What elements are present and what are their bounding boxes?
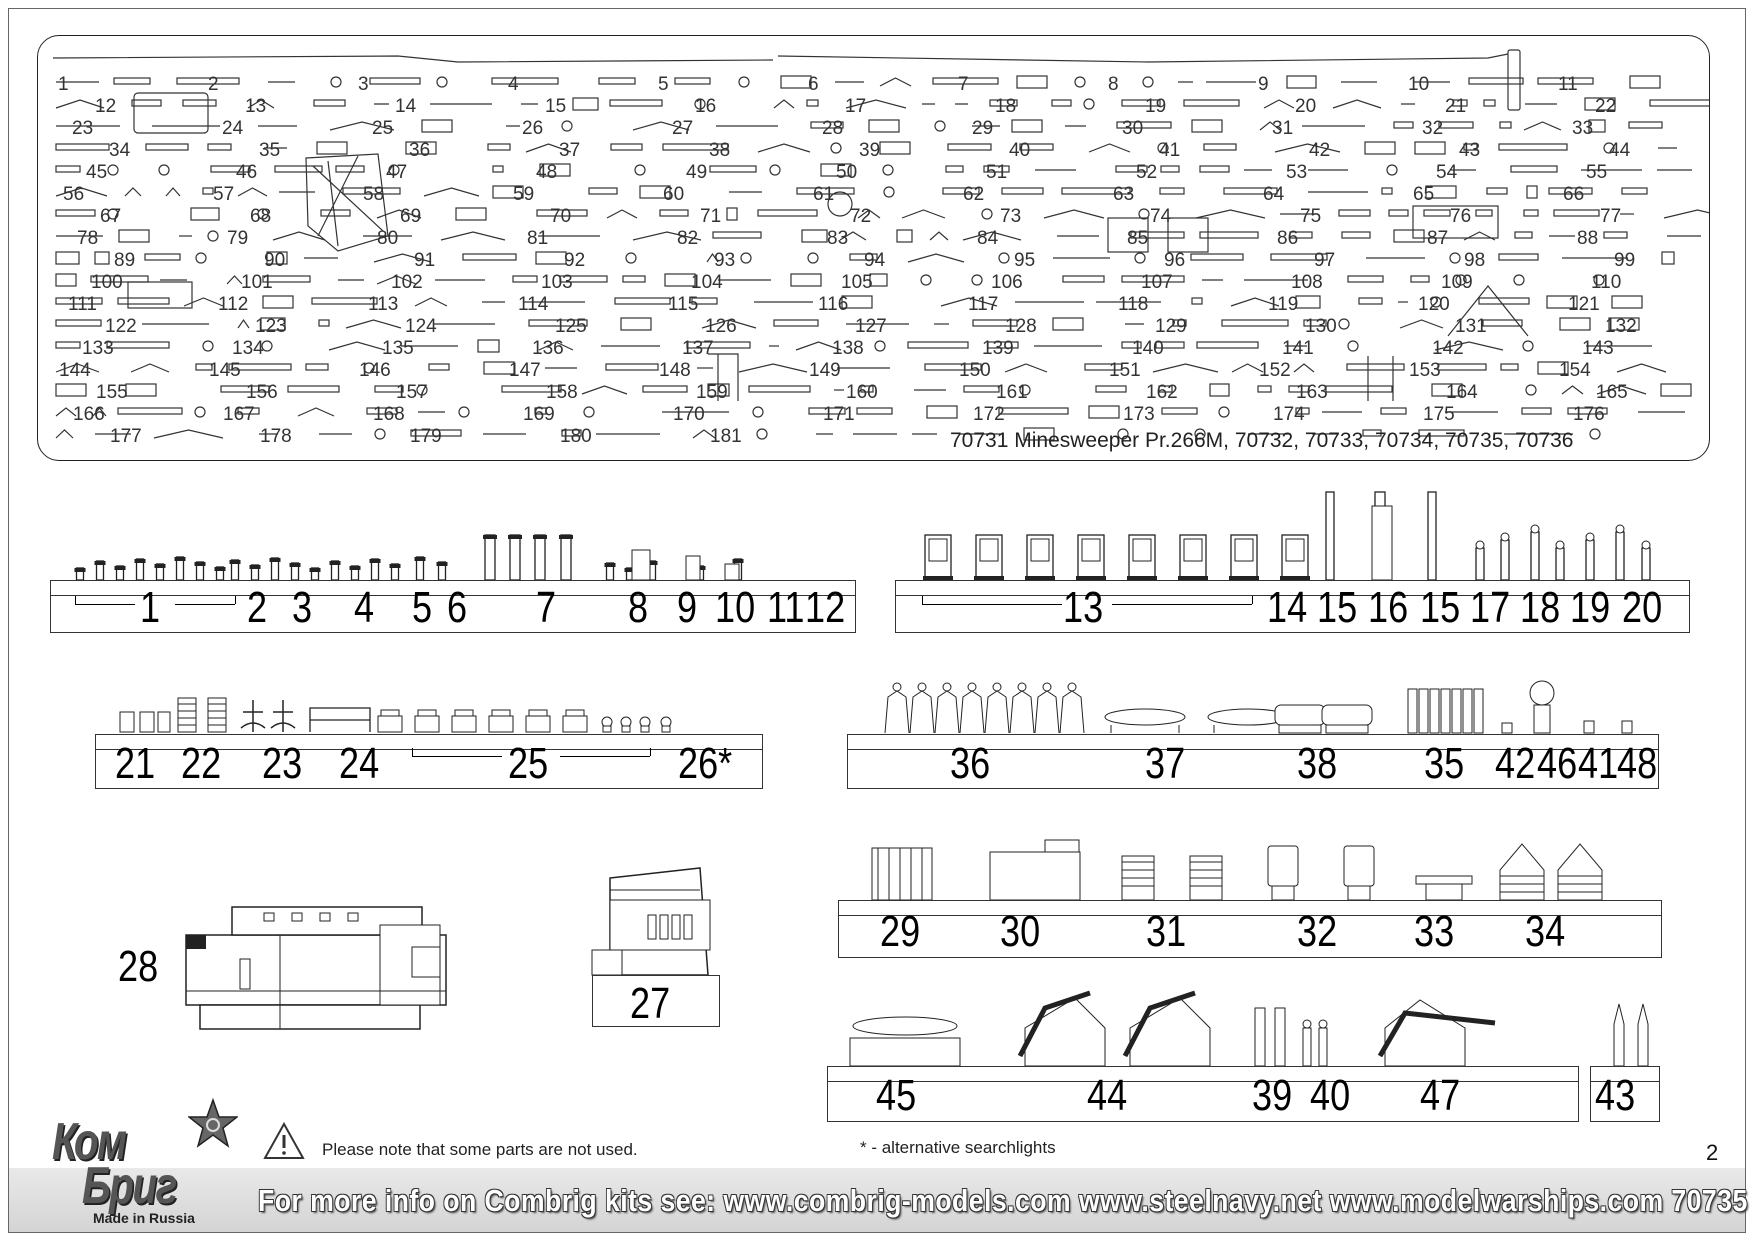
fret-part-number: 142 [1432, 338, 1464, 359]
fret-part-number: 171 [823, 404, 855, 425]
part-label-3: 3 [292, 583, 313, 632]
fret-part-number: 56 [63, 184, 85, 205]
fret-part-number: 124 [405, 316, 437, 337]
part-label-2: 2 [247, 583, 268, 632]
fret-part-number: 148 [659, 360, 691, 381]
fret-part-number: 157 [396, 382, 428, 403]
logo-line-2: Бриг [82, 1157, 176, 1215]
part-label-38: 38 [1297, 739, 1338, 788]
fret-part-number: 13 [245, 96, 267, 117]
fret-part-number: 86 [1277, 228, 1299, 249]
fret-part-number: 93 [714, 250, 736, 271]
fret-part-number: 174 [1273, 404, 1305, 425]
fret-part-number: 80 [377, 228, 399, 249]
fret-part-number: 172 [973, 404, 1005, 425]
fret-part-number: 111 [68, 294, 97, 315]
fret-part-number: 71 [700, 206, 722, 227]
fret-part-number: 47 [386, 162, 408, 183]
fret-part-number: 62 [963, 184, 985, 205]
fret-part-number: 37 [559, 140, 581, 161]
fret-part-number: 178 [260, 426, 292, 447]
resin-parts-row-3 [110, 690, 750, 735]
part-label-1: 1 [140, 583, 161, 632]
footer-info-text: For more info on Combrig kits see: www.combrig-models.com www.steelnavy.net www.modelwarships.com 70735 [258, 1183, 1748, 1218]
fret-part-number: 120 [1418, 294, 1450, 315]
fret-part-number: 146 [359, 360, 391, 381]
fret-part-number: 35 [259, 140, 281, 161]
fret-part-number: 7 [958, 74, 969, 95]
fret-part-number: 69 [400, 206, 422, 227]
fret-part-number: 149 [809, 360, 841, 381]
part-label-29: 29 [880, 907, 921, 956]
part-label-35: 35 [1424, 739, 1465, 788]
warning-triangle-icon [263, 1122, 305, 1160]
fret-part-number: 60 [663, 184, 685, 205]
fret-part-number: 126 [705, 316, 737, 337]
fret-part-number: 121 [1568, 294, 1600, 315]
part-label-22: 22 [181, 739, 222, 788]
fret-part-number: 90 [264, 250, 286, 271]
part-label-17: 17 [1470, 583, 1511, 632]
fret-part-number: 99 [1614, 250, 1636, 271]
fret-part-number: 101 [241, 272, 273, 293]
fret-part-number: 46 [236, 162, 258, 183]
superstructure-part-28 [180, 895, 480, 1030]
fret-part-number: 165 [1596, 382, 1628, 403]
combrig-logo [48, 1098, 228, 1224]
part-label-40: 40 [1310, 1071, 1351, 1120]
fret-part-number: 57 [213, 184, 235, 205]
resin-parts-row-4 [870, 675, 1660, 735]
fret-part-number: 5 [658, 74, 669, 95]
fret-part-number: 109 [1441, 272, 1473, 293]
star-icon [188, 1098, 238, 1148]
fret-part-number: 41 [1159, 140, 1181, 161]
fret-part-number: 17 [845, 96, 867, 117]
fret-part-number: 118 [1118, 294, 1149, 315]
fret-part-number: 54 [1436, 162, 1458, 183]
fret-part-number: 107 [1141, 272, 1173, 293]
fret-part-number: 113 [368, 294, 399, 315]
fret-part-number: 169 [523, 404, 555, 425]
fret-part-number: 136 [532, 338, 564, 359]
fret-part-number: 161 [996, 382, 1028, 403]
parts-base-group-6 [827, 1066, 1579, 1122]
fret-part-number: 145 [209, 360, 241, 381]
photo-etch-fret [37, 35, 1710, 461]
fret-part-number: 173 [1123, 404, 1155, 425]
part-label-43: 43 [1595, 1071, 1636, 1120]
fret-part-number: 16 [695, 96, 717, 117]
fret-part-number: 96 [1164, 250, 1186, 271]
fret-part-number: 132 [1605, 316, 1637, 337]
fret-part-number: 66 [1563, 184, 1585, 205]
fret-part-number: 14 [395, 96, 417, 117]
fret-part-number: 9 [1258, 74, 1269, 95]
fret-part-number: 40 [1009, 140, 1031, 161]
fret-part-number: 127 [855, 316, 887, 337]
fret-part-number: 100 [91, 272, 123, 293]
fret-part-number: 67 [100, 206, 122, 227]
part-label-6: 6 [447, 583, 468, 632]
fret-part-number: 70 [550, 206, 572, 227]
fret-part-number: 55 [1586, 162, 1608, 183]
part-label-9: 9 [677, 583, 698, 632]
fret-part-number: 166 [73, 404, 105, 425]
fret-part-number: 3 [358, 74, 369, 95]
fret-part-number: 6 [808, 74, 819, 95]
fret-part-number: 123 [255, 316, 287, 337]
fret-part-number: 29 [972, 118, 994, 139]
unused-parts-note: Please note that some parts are not used. [322, 1140, 638, 1159]
fret-part-number: 147 [509, 360, 541, 381]
fret-part-number: 21 [1445, 96, 1467, 117]
fret-part-number: 42 [1309, 140, 1331, 161]
fret-part-number: 151 [1109, 360, 1141, 381]
fret-part-number: 91 [414, 250, 436, 271]
fret-part-number: 110 [1591, 272, 1622, 293]
fret-part-number: 4 [508, 74, 519, 95]
fret-part-number: 98 [1464, 250, 1486, 271]
fret-part-number: 82 [677, 228, 699, 249]
fret-part-number: 106 [991, 272, 1023, 293]
fret-part-number: 23 [72, 118, 94, 139]
fret-parts-drawing [38, 36, 1710, 461]
fret-part-number: 32 [1422, 118, 1444, 139]
fret-part-number: 76 [1450, 206, 1472, 227]
fret-part-number: 84 [977, 228, 999, 249]
fret-part-number: 179 [410, 426, 442, 447]
fret-kit-label: 70731 Minesweeper Pr.266M, 70732, 70733, 70734, 70735, 70736 [950, 429, 1574, 452]
fret-part-number: 158 [546, 382, 578, 403]
part-label-21: 21 [115, 739, 156, 788]
part-label-36: 36 [950, 739, 991, 788]
part-label-4: 4 [354, 583, 375, 632]
part-label-5: 5 [412, 583, 433, 632]
fret-part-number: 155 [96, 382, 128, 403]
fret-part-number: 170 [673, 404, 705, 425]
fret-part-number: 112 [218, 294, 249, 315]
fret-part-number: 163 [1296, 382, 1328, 403]
part-label-27: 27 [630, 979, 671, 1028]
fret-part-number: 20 [1295, 96, 1317, 117]
part-label-18: 18 [1520, 583, 1561, 632]
fret-part-number: 105 [841, 272, 873, 293]
fret-part-number: 11 [1558, 74, 1578, 95]
fret-part-number: 156 [246, 382, 278, 403]
fret-part-number: 97 [1314, 250, 1336, 271]
fret-part-number: 2 [208, 74, 219, 95]
fret-part-number: 104 [691, 272, 723, 293]
fret-part-number: 78 [77, 228, 99, 249]
fret-part-number: 27 [672, 118, 694, 139]
fret-part-number: 34 [109, 140, 131, 161]
part-label-37: 37 [1145, 739, 1186, 788]
part-label-25: 25 [508, 739, 549, 788]
fret-part-number: 53 [1286, 162, 1308, 183]
fret-part-number: 141 [1282, 338, 1314, 359]
fret-part-number: 31 [1272, 118, 1294, 139]
fret-part-number: 153 [1409, 360, 1441, 381]
part-label-11: 11 [767, 583, 805, 632]
part-label-31: 31 [1146, 907, 1187, 956]
fret-part-number: 115 [668, 294, 699, 315]
fret-part-number: 140 [1132, 338, 1164, 359]
fret-part-number: 92 [564, 250, 586, 271]
part-label-12: 12 [805, 583, 846, 632]
fret-part-number: 73 [1000, 206, 1022, 227]
fret-part-number: 1 [58, 74, 69, 95]
fret-part-number: 87 [1427, 228, 1449, 249]
fret-part-number: 94 [864, 250, 886, 271]
fret-part-number: 49 [686, 162, 708, 183]
fret-part-number: 108 [1291, 272, 1323, 293]
fret-part-number: 133 [82, 338, 114, 359]
fret-part-number: 95 [1014, 250, 1036, 271]
fret-part-number: 44 [1609, 140, 1631, 161]
fret-part-number: 10 [1408, 74, 1430, 95]
fret-part-number: 65 [1413, 184, 1435, 205]
fret-part-number: 102 [391, 272, 423, 293]
fret-part-number: 74 [1150, 206, 1172, 227]
part-label-20: 20 [1622, 583, 1663, 632]
part-label-19: 19 [1570, 583, 1611, 632]
part-label-32: 32 [1297, 907, 1338, 956]
part-label-23: 23 [262, 739, 303, 788]
fret-part-number: 177 [110, 426, 142, 447]
fret-part-number: 85 [1127, 228, 1149, 249]
fret-part-number: 125 [555, 316, 587, 337]
fret-part-number: 8 [1108, 74, 1119, 95]
fret-part-number: 24 [222, 118, 244, 139]
part-label-47: 47 [1420, 1071, 1461, 1120]
fret-part-number: 129 [1155, 316, 1187, 337]
part-label-28: 28 [118, 942, 159, 991]
part-label-30: 30 [1000, 907, 1041, 956]
fret-part-number: 117 [968, 294, 999, 315]
fret-part-number: 38 [709, 140, 731, 161]
fret-part-number: 89 [114, 250, 136, 271]
fret-part-number: 88 [1577, 228, 1599, 249]
part-label-34: 34 [1525, 907, 1566, 956]
part-label-8: 8 [628, 583, 649, 632]
fret-part-number: 22 [1595, 96, 1617, 117]
fret-part-number: 176 [1573, 404, 1605, 425]
fret-part-number: 135 [382, 338, 414, 359]
resin-parts-row-6 [845, 988, 1585, 1066]
fret-part-number: 160 [846, 382, 878, 403]
part-label-45: 45 [876, 1071, 917, 1120]
fret-part-number: 134 [232, 338, 264, 359]
fret-part-number: 150 [959, 360, 991, 381]
fret-part-number: 131 [1455, 316, 1487, 337]
fret-part-number: 152 [1259, 360, 1291, 381]
fret-part-number: 30 [1122, 118, 1144, 139]
fret-part-number: 181 [710, 426, 742, 447]
fret-part-number: 79 [227, 228, 249, 249]
fret-part-number: 168 [373, 404, 405, 425]
fret-part-number: 130 [1305, 316, 1337, 337]
fret-part-number: 58 [363, 184, 385, 205]
fret-part-number: 81 [527, 228, 549, 249]
part-label-46: 46 [1537, 739, 1578, 788]
part-label-26: 26* [678, 739, 733, 788]
fret-part-number: 61 [813, 184, 835, 205]
fret-part-number: 122 [105, 316, 137, 337]
fret-part-number: 154 [1559, 360, 1591, 381]
page-number: 2 [1706, 1140, 1719, 1165]
fret-part-number: 72 [850, 206, 872, 227]
part-label-14: 14 [1267, 583, 1308, 632]
part-label-24: 24 [339, 739, 380, 788]
fret-part-number: 138 [832, 338, 864, 359]
fret-part-number: 143 [1582, 338, 1614, 359]
fret-part-number: 167 [223, 404, 255, 425]
fret-part-number: 137 [682, 338, 714, 359]
part-label-48: 48 [1617, 739, 1658, 788]
part-label-15a: 15 [1317, 583, 1358, 632]
part-label-15b: 15 [1420, 583, 1461, 632]
fret-part-number: 52 [1136, 162, 1158, 183]
fret-part-number: 64 [1263, 184, 1285, 205]
fret-part-number: 103 [541, 272, 573, 293]
part-label-41: 41 [1578, 739, 1619, 788]
part-label-7: 7 [536, 583, 557, 632]
fret-part-number: 114 [518, 294, 549, 315]
fret-part-number: 159 [696, 382, 728, 403]
part-label-16: 16 [1368, 583, 1409, 632]
fret-part-number: 43 [1459, 140, 1481, 161]
fret-part-number: 48 [536, 162, 558, 183]
fret-part-number: 19 [1145, 96, 1167, 117]
fret-part-number: 162 [1146, 382, 1178, 403]
fret-part-number: 36 [409, 140, 431, 161]
resin-parts-row-1 [60, 520, 860, 580]
fret-part-number: 175 [1423, 404, 1455, 425]
fret-part-number: 28 [822, 118, 844, 139]
fret-part-number: 83 [827, 228, 849, 249]
fret-part-number: 75 [1300, 206, 1322, 227]
fret-part-number: 144 [59, 360, 91, 381]
fret-part-number: 59 [513, 184, 535, 205]
fret-part-number: 45 [86, 162, 108, 183]
fret-part-number: 119 [1268, 294, 1299, 315]
fret-part-number: 63 [1113, 184, 1135, 205]
fret-part-number: 26 [522, 118, 544, 139]
part-label-39: 39 [1252, 1071, 1293, 1120]
fret-part-number: 68 [250, 206, 272, 227]
fret-part-number: 164 [1446, 382, 1478, 403]
fret-part-number: 128 [1005, 316, 1037, 337]
part-label-44: 44 [1087, 1071, 1128, 1120]
tower-part-27 [590, 860, 740, 985]
fret-part-number: 33 [1572, 118, 1594, 139]
fret-part-number: 77 [1600, 206, 1622, 227]
resin-parts-row-2 [910, 490, 1680, 580]
part-label-10: 10 [715, 583, 756, 632]
logo-subtitle: Made in Russia [93, 1210, 195, 1226]
fret-part-number: 39 [859, 140, 881, 161]
logo-line-1: Ком [52, 1113, 126, 1171]
fret-part-number: 139 [982, 338, 1014, 359]
part-label-33: 33 [1414, 907, 1455, 956]
fret-part-number: 15 [545, 96, 567, 117]
fret-part-number: 18 [995, 96, 1017, 117]
fret-part-number: 12 [95, 96, 117, 117]
fret-part-number: 25 [372, 118, 394, 139]
searchlights-note: * - alternative searchlights [860, 1138, 1056, 1157]
fret-part-number: 180 [560, 426, 592, 447]
part-label-13: 13 [1063, 583, 1104, 632]
resin-parts-row-7 [1598, 1000, 1678, 1066]
fret-part-number: 116 [818, 294, 849, 315]
part-label-42: 42 [1495, 739, 1536, 788]
fret-part-number: 50 [836, 162, 858, 183]
resin-parts-row-5 [860, 836, 1640, 902]
fret-part-number: 51 [986, 162, 1008, 183]
